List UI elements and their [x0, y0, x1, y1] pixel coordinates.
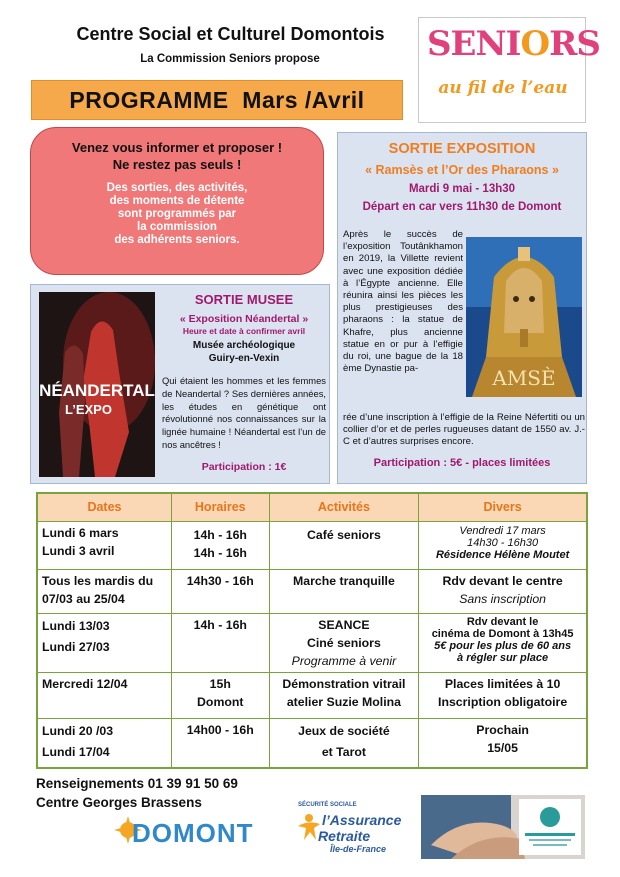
cell-dates: Tous les mardis du 07/03 au 25/04	[37, 569, 171, 613]
org-subtitle: La Commission Seniors propose	[140, 53, 320, 65]
musee-place-city: Guiry-en-Vexin	[208, 353, 280, 364]
column-header: Activités	[269, 493, 419, 521]
expo-heading: SORTIE EXPOSITION	[388, 141, 536, 157]
expo-box	[337, 132, 587, 484]
cell-dates: Lundi 6 mars Lundi 3 avril	[37, 521, 171, 569]
domont-wordmark: DOMONT	[132, 818, 254, 848]
programme-title: PROGRAMME Mars /Avril	[69, 86, 365, 113]
musee-place: Musée archéologique	[192, 340, 296, 351]
musee-box	[30, 284, 330, 484]
assurance-line2: Retraite	[318, 828, 371, 844]
poster-title: NÉANDERTAL	[39, 381, 155, 400]
contact-phone: Renseignements 01 39 91 50 69	[36, 776, 238, 791]
pharaoh-caption: AMSÈ	[492, 366, 556, 390]
expo-name: « Ramsès et l’Or des Pharaons »	[365, 163, 559, 177]
cell-hours: 14h00 - 16h	[171, 718, 269, 768]
neandertal-poster-image	[39, 292, 155, 477]
musee-name: « Exposition Néandertal »	[179, 313, 309, 325]
seniors-logo-tagline: au fil de l’eau	[438, 78, 568, 98]
seniors-logo-word: SENIORS	[427, 24, 600, 64]
intro-body-line: des moments de détente	[109, 195, 245, 207]
musee-when: Heure et date à confirmer avril	[182, 326, 306, 336]
expo-date: Mardi 9 mai - 13h30	[408, 183, 516, 195]
table-row	[37, 521, 587, 569]
cell-activity: SEANCE Ciné seniors Programme à venir	[269, 613, 419, 672]
intro-line2: Ne restez pas seuls !	[112, 157, 242, 172]
intro-body-line: la commission	[137, 221, 217, 233]
cell-dates: Mercredi 12/04	[37, 672, 171, 718]
column-header: Divers	[419, 493, 587, 521]
assurance-retraite-logo	[288, 800, 408, 860]
cell-divers: Rdv devant le cinéma de Domont à 13h45 5€ pour les plus de 60 ans à régler sur place	[419, 613, 587, 672]
cell-divers: Vendredi 17 mars 14h30 - 16h30 Résidence Hélène Moutet	[419, 521, 587, 569]
cell-divers: Places limitées à 10 Inscription obligatoire	[419, 672, 587, 718]
cell-activity: Jeux de société et Tarot	[269, 718, 419, 768]
musee-heading: SORTIE MUSEE	[194, 292, 294, 307]
assurance-top-text: SÉCURITÉ SOCIALE	[298, 802, 357, 808]
expo-description-cont: rée d’une inscription à l’effigie de la Reine Néfertiti ou un collier d’or et de perles rugueuses datant de 1550 av. J.-C et d’autres surprises encore.	[343, 412, 585, 448]
hands-photo-image	[421, 795, 585, 859]
musee-price: Participation : 1€	[201, 461, 287, 473]
assurance-line1: l’Assurance	[322, 812, 402, 828]
schedule-table	[36, 492, 588, 769]
cell-hours: 15h Domont	[171, 672, 269, 718]
intro-body	[31, 182, 323, 247]
intro-body-line: Des sorties, des activités,	[106, 182, 248, 194]
cell-dates: Lundi 20 /03 Lundi 17/04	[37, 718, 171, 768]
cell-hours: 14h - 16h 14h - 16h	[171, 521, 269, 569]
table-header-row	[37, 493, 587, 521]
contact-place: Centre Georges Brassens	[36, 795, 202, 810]
seniors-logo	[418, 17, 600, 123]
domont-logo	[110, 808, 270, 856]
intro-body-line: des adhérents seniors.	[114, 234, 240, 246]
expo-departure: Départ en car vers 11h30 de Domont	[362, 201, 562, 213]
expo-price: Participation : 5€ - places limitées	[373, 457, 551, 469]
column-header: Horaires	[171, 493, 269, 521]
assurance-line3: Île-de-France	[330, 844, 387, 854]
musee-description: Qui étaient les hommes et les femmes de Neandertal ? Ses dernières années, les études en génétique ont révolutionné nos connaissances sur la lignée humaine ! Néandertal est l’un de nos ancêtres !	[162, 375, 326, 450]
pharaoh-image	[466, 237, 582, 397]
org-title: Centre Social et Culturel Domontois	[76, 24, 385, 44]
cell-dates: Lundi 13/03 Lundi 27/03	[37, 613, 171, 672]
cell-activity: Marche tranquille	[269, 569, 419, 613]
cell-hours: 14h - 16h	[171, 613, 269, 672]
poster-subtitle: L’EXPO	[65, 402, 112, 417]
table-row	[37, 613, 587, 672]
intro-body-line: sont programmés par	[117, 208, 237, 220]
programme-banner	[31, 80, 403, 120]
cell-divers: Rdv devant le centre Sans inscription	[419, 569, 587, 613]
cell-divers: Prochain 15/05	[419, 718, 587, 768]
cell-hours: 14h30 - 16h	[171, 569, 269, 613]
intro-box	[30, 127, 324, 275]
intro-line1: Venez vous informer et proposer !	[71, 140, 283, 155]
table-row	[37, 569, 587, 613]
column-header: Dates	[37, 493, 171, 521]
cell-activity: Démonstration vitrail atelier Suzie Molina	[269, 672, 419, 718]
cell-activity: Café seniors	[269, 521, 419, 569]
table-row	[37, 718, 587, 768]
table-row	[37, 672, 587, 718]
expo-description: Après le succès de l’exposition Toutânkhamon en 2019, la Villette revient avec une exposition dédiée à l’Égypte ancienne. Elle réunira ainsi les pièces les plus prestigieuses des pharaons : la statue de Khafre, plus ancienne statue en or pur à l’effigie du roi, une bague de la 18 ème Dynastie pa-	[343, 229, 463, 375]
